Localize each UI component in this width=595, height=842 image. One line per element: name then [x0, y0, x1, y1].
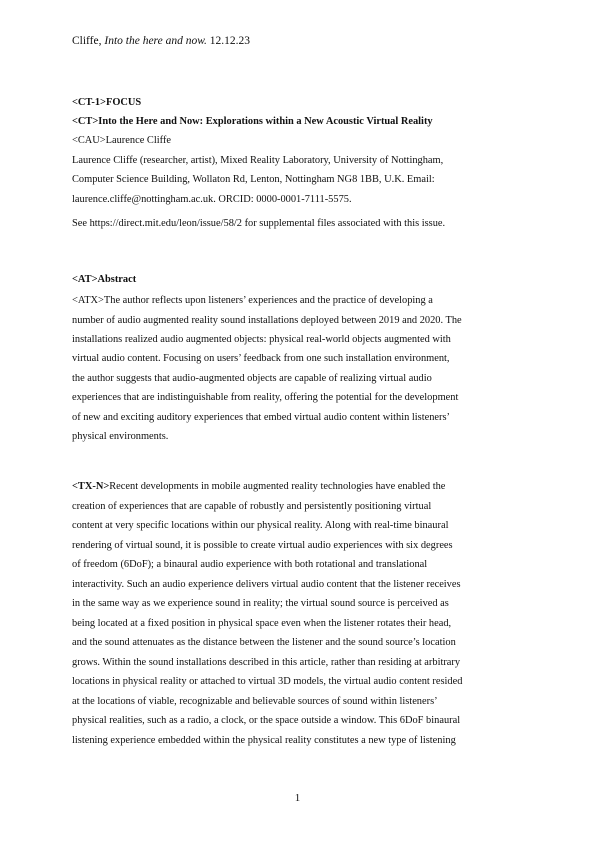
text-line	[72, 656, 532, 669]
line-text: being located at a fixed position in physical space even when the listener rotates their head,	[72, 618, 452, 629]
text-line	[72, 500, 532, 513]
header-title: Into the here and now.	[104, 35, 207, 47]
text-line	[72, 480, 532, 493]
line-text: experiences that are indistinguishable from reality, offering the potential for the development	[72, 392, 459, 403]
header-author: Cliffe,	[72, 35, 102, 47]
line-text: of new and exciting auditory experiences that embed virtual audio content within listeners’	[72, 412, 450, 423]
text-line	[72, 273, 532, 286]
text-line	[72, 372, 532, 385]
line-text: installations realized audio augmented objects: physical real-world objects augmented with	[72, 334, 451, 345]
text-line	[72, 617, 532, 630]
text-line	[72, 294, 532, 307]
line-text: <CT>Into the Here and Now: Explorations within a New Acoustic Virtual Reality	[72, 116, 433, 127]
line-text: locations in physical reality or attached to virtual 3D models, the virtual audio content resided	[72, 676, 463, 687]
line-text: virtual audio content. Focusing on users’ feedback from one such installation environment,	[72, 353, 450, 364]
text-line	[72, 539, 532, 552]
text-line	[72, 411, 532, 424]
running-header	[72, 34, 250, 48]
text-line	[72, 352, 532, 365]
line-text: rendering of virtual sound, it is possible to create virtual audio experiences with six degrees	[72, 540, 453, 551]
line-text: of freedom (6DoF); a binaural audio experience with both rotational and translational	[72, 559, 428, 570]
text-line	[72, 193, 532, 206]
text-line	[72, 430, 532, 443]
text-line	[72, 134, 532, 147]
line-text: content at very specific locations within our physical reality. Along with real-time binaural	[72, 520, 449, 531]
line-text: Recent developments in mobile augmented reality technologies have enabled the	[109, 481, 446, 492]
line-text: See https://direct.mit.edu/leon/issue/58/2 for supplemental files associated with this issue.	[72, 218, 446, 229]
line-text: and the sound attenuates as the distance between the listener and the sound source’s location	[72, 637, 456, 648]
paragraph-tag: <TX-N>	[72, 481, 110, 492]
page-number: 1	[294, 792, 301, 804]
line-text: laurence.cliffe@nottingham.ac.uk. ORCID: 0000-0001-7111-5575.	[72, 194, 352, 205]
line-text: <CAU>Laurence Cliffe	[72, 135, 171, 146]
text-line	[72, 217, 532, 230]
text-line	[72, 675, 532, 688]
line-text: <CT-1>FOCUS	[72, 97, 142, 108]
text-line	[72, 636, 532, 649]
text-line	[72, 314, 532, 327]
line-text: grows. Within the sound installations described in this article, rather than residing at arbitrary	[72, 657, 461, 668]
header-date: 12.12.23	[209, 35, 251, 47]
line-text: creation of experiences that are capable of robustly and persistently positioning virtual	[72, 501, 432, 512]
line-text: in the same way as we experience sound in reality; the virtual sound source is perceived as	[72, 598, 449, 609]
text-line	[72, 558, 532, 571]
text-line	[72, 391, 532, 404]
line-text: <AT>Abstract	[72, 274, 137, 285]
line-text: <ATX>The author reflects upon listeners’ experiences and the practice of developing a	[72, 295, 433, 306]
text-line	[72, 734, 532, 747]
text-line	[72, 154, 532, 167]
line-text: interactivity. Such an audio experience delivers virtual audio content that the listener receives	[72, 579, 461, 590]
line-text: listening experience embedded within the physical reality constitutes a new type of listening	[72, 735, 456, 746]
line-text: Computer Science Building, Wollaton Rd, Lenton, Nottingham NG8 1BB, U.K. Email:	[72, 174, 435, 185]
text-line	[72, 714, 532, 727]
line-text: number of audio augmented reality sound installations deployed between 2019 and 2020. The	[72, 315, 462, 326]
line-text: physical environments.	[72, 431, 169, 442]
text-line	[72, 695, 532, 708]
line-text: the author suggests that audio-augmented objects are capable of realizing virtual audio	[72, 373, 432, 384]
text-line	[72, 578, 532, 591]
text-line	[72, 333, 532, 346]
text-line	[72, 96, 532, 109]
line-text: at the locations of viable, recognizable and believable sources of sound within listeners’	[72, 696, 438, 707]
text-line	[72, 597, 532, 610]
text-line	[72, 173, 532, 186]
text-line	[72, 115, 532, 128]
line-text: physical realities, such as a radio, a clock, or the space outside a window. This 6DoF binaural	[72, 715, 461, 726]
text-line	[72, 519, 532, 532]
line-text: Laurence Cliffe (researcher, artist), Mixed Reality Laboratory, University of Nottingham,	[72, 155, 444, 166]
